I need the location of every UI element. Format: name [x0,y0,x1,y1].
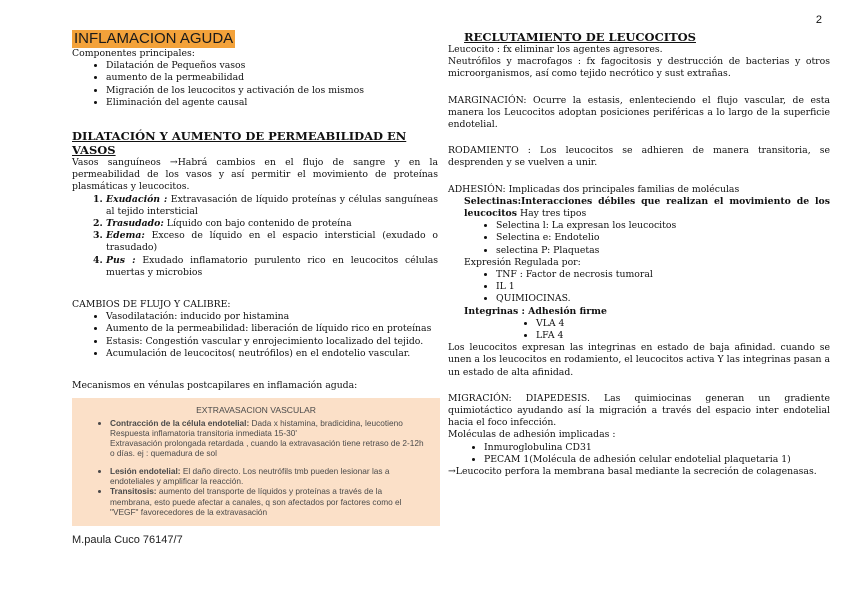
selectinas-bold: Selectinas:Interacciones débiles que realizan el movimiento de los leucocitos [464,195,830,220]
term-label: Pus : [106,254,136,266]
list-item [106,230,438,254]
list-item [106,255,438,279]
list-item: • PECAM 1(Molécula de adhesión celular endotelial plaquetaria 1) [484,454,830,466]
embed-lead: Lesión endotelial: [110,465,181,476]
term-text: Exceso de líquido en el espacio intersticial (exudado o trasudado) [106,230,438,254]
list-item: • Eliminación del agente causal [106,97,438,109]
adhesion-label: ADHESIÓN: Implicadas dos principales familias de moléculas [448,183,740,195]
list-item [110,486,426,517]
embed-text: Dada x histamina, bradicidina, leucotieno [249,417,403,428]
term-label: Trasudado: [106,218,164,230]
term-text: Extravasación de líquido proteínas y células sanguíneas al tejido intersticial [106,193,438,217]
term-text: Exudado inflamatorio purulento rico en leucocitos células muertas y microbios [106,254,439,278]
dilatacion-heading: DILATACIÓN Y AUMENTO DE PERMEABILIDAD EN VASOS [72,129,407,158]
integrinas-list [448,318,830,342]
list-item: • Selectina l: La expresan los leucocitos [496,220,830,232]
term-text: Líquido con bajo contenido de proteína [163,218,352,230]
list-item: • selectina P: Plaquetas [496,245,830,257]
selectinas-list [448,220,830,257]
embed-title: EXTRAVASACION VASCULAR [196,405,316,416]
list-item: • VLA 4 [536,318,830,330]
list-item [106,194,438,218]
right-column [448,30,830,478]
list-item: • LFA 4 [536,330,830,342]
migracion-paragraph: MIGRACIÓN: DIAPEDESIS. Las quimiocinas generan un gradiente quimiotáctico ayudando así la migración a través del espacio inter endotelial hacia el foco infección. [448,392,830,429]
integrinas-paragraph: Los leucocitos expresan las integrinas en estado de baja afinidad. cuando se unen a los leucocitos en rodamiento, el leucocitos activa Y las integrinas pasan a un estado de alta afinidad. [448,342,830,378]
embed-text: El daño directo. Los neutrófils tmb pueden lesionar las a endoteliales y amplificar la reacción. [110,465,390,487]
list-item [110,418,426,459]
list-item [110,466,426,487]
embed-list [86,418,426,518]
mecanismos-label: Mecanismos en vénulas postcapilares en inflamación aguda: [72,380,358,392]
intro-line: Neutrófilos y macrofagos : fx fagocitosis y destrucción de bacterias y otros microorganismos, así como tejido necrótico y sust extrañas. [448,56,830,80]
list-item: • Estasis: Congestión vascular y enrojecimiento localizado del tejido. [106,336,438,348]
term-label: Edema: [106,230,145,242]
list-item: • Inmuroglobulina CD31 [484,442,830,454]
list-item: • Vasodilatación: inducido por histamina [106,311,438,323]
marginacion-paragraph: MARGINACIÓN: Ocurre la estasis, enlenteciendo el flujo vascular, de esta manera los Leucocitos adoptan posiciones periféricas a lo largo de la superficie endotelial. [448,94,830,131]
expresion-label: Expresión Regulada por: [464,256,581,268]
list-item: • Migración de los leucocitos y activación de los mismos [106,85,438,97]
list-item: • Selectina e: Endotelio [496,232,830,244]
moleculas-label: Moléculas de adhesión implicadas : [448,429,616,441]
rodamiento-paragraph: RODAMIENTO : Los leucocitos se adhieren de manera transitoria, se desprenden y se vuelven a unir. [448,145,830,169]
embedded-figure [72,398,440,526]
list-item: • QUIMIOCINAS. [496,293,830,305]
term-label: Exudación : [106,193,168,205]
embed-extra: Extravasación prolongada retardada , cuando la extravasación tiene retraso de 2-12h o días. ej : quemadura de sol [110,438,424,459]
list-item: • IL 1 [496,281,830,293]
terms-list [72,194,438,279]
components-label: Componentes principales: [72,48,195,59]
components-list [72,60,438,109]
dilatacion-intro: Vasos sanguíneos →Habrá cambios en el flujo de sangre y en la permeabilidad de los vasos y así permitir el movimiento de proteínas plasmáticas y leucocitos. [72,157,438,193]
list-item: • Dilatación de Pequeños vasos [106,60,438,72]
expresion-list [448,269,830,306]
reclutamiento-heading: RECLUTAMIENTO DE LEUCOCITOS [464,30,696,44]
moleculas-list [448,442,830,466]
flujo-list [72,311,438,360]
intro-line: Leucocito : fx eliminar los agentes agresores. [448,44,663,55]
embed-lead: Transitosis: [110,486,157,497]
integrinas-heading: Integrinas : Adhesión firme [464,305,607,317]
left-column [72,30,438,526]
list-item: • Acumulación de leucocitos( neutrófilos) en el endotelio vascular. [106,348,438,360]
page-title: INFLAMACION AGUDA [74,30,234,47]
selectinas-tail: Hay tres tipos [517,208,587,220]
footer-author: M.paula Cuco 76147/7 [72,534,183,546]
list-item: • aumento de la permeabilidad [106,72,438,84]
selectinas-heading [448,196,830,220]
page-number: 2 [815,14,822,26]
list-item [106,218,438,230]
flujo-heading: CAMBIOS DE FLUJO Y CALIBRE: [72,299,231,311]
list-item: • TNF : Factor de necrosis tumoral [496,269,830,281]
embed-lead: Contracción de la célula endotelial: [110,417,250,428]
list-item: • Aumento de la permeabilidad: liberación de líquido rico en proteínas [106,323,438,335]
embed-extra: Respuesta inflamatoria transitoria inmediata 15-30' [110,427,297,438]
embed-text: aumento del transporte de líquidos y proteínas a través de la membrana, esto puede afectar a canales, q son afectados por factores como el "VEGF" favorecedores de la extravasación [110,486,402,517]
final-line: →Leucocito perfora la membrana basal mediante la secreción de colagenasas. [448,466,817,478]
